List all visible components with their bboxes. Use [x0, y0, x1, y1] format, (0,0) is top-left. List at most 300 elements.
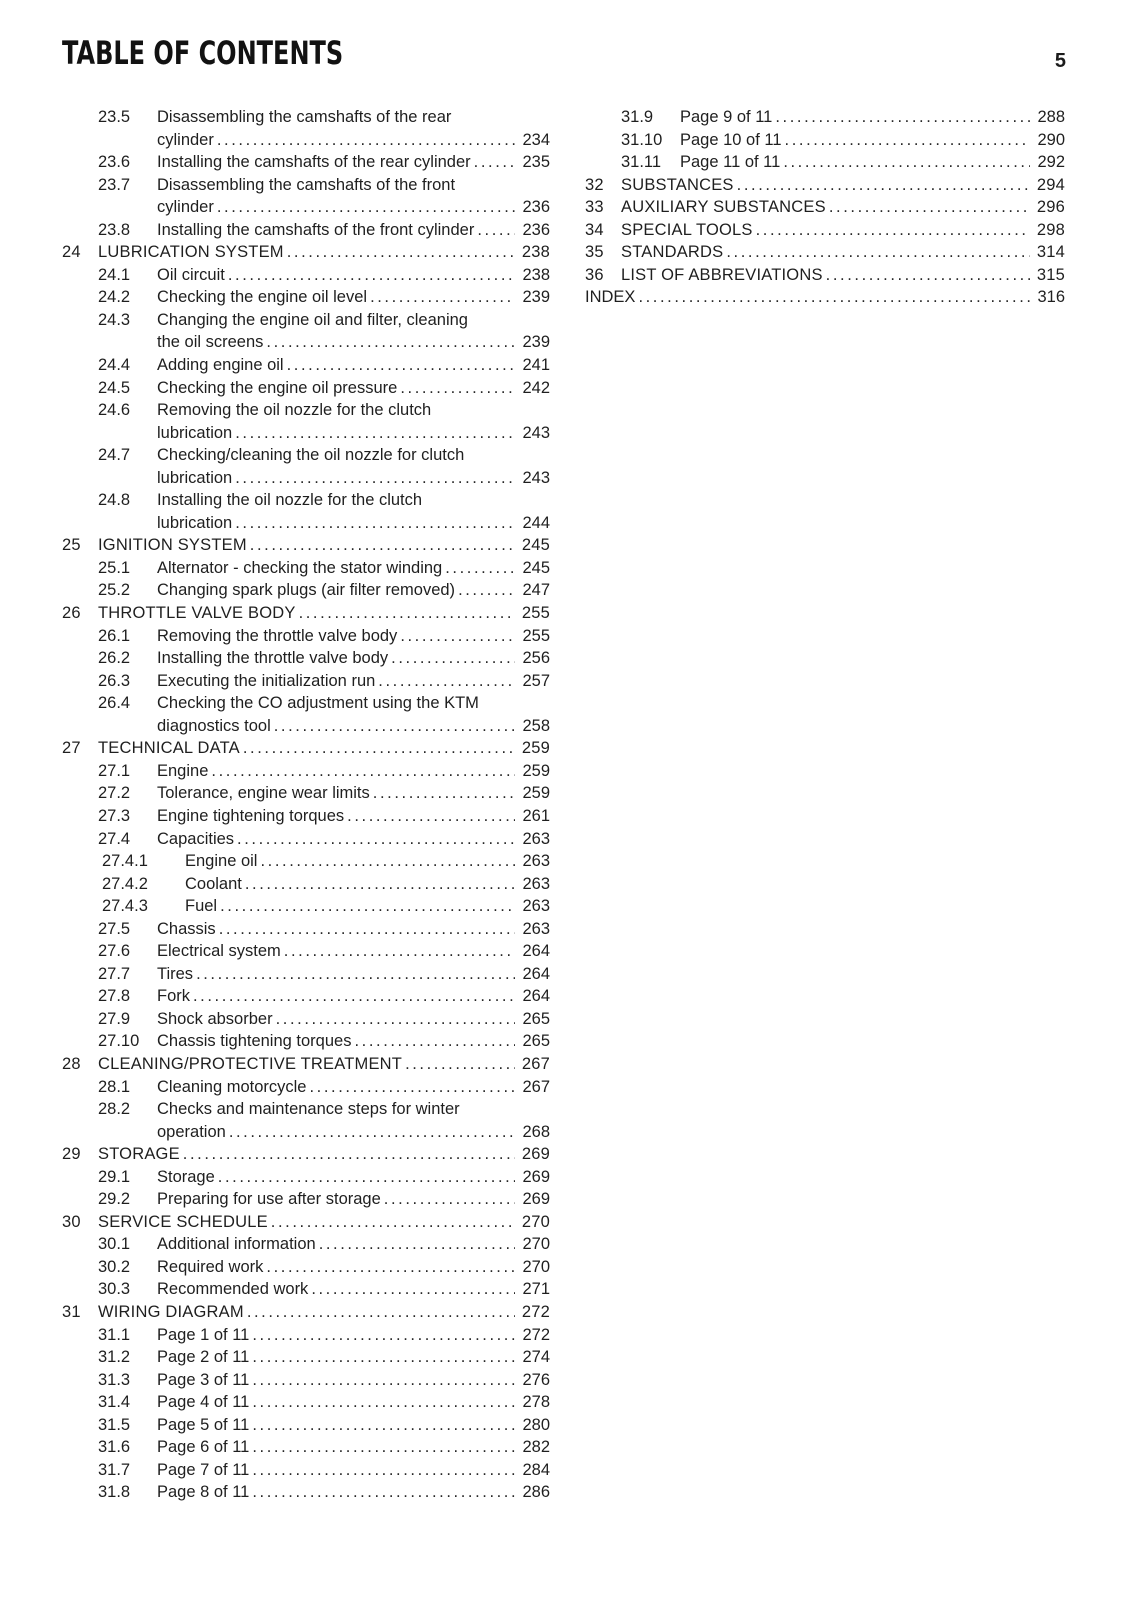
- dot-leader: [299, 602, 515, 625]
- toc-entry-title: the oil screens: [157, 333, 264, 352]
- toc-entry: [62, 850, 550, 873]
- toc-entry-number: 24.5: [98, 378, 131, 397]
- toc-entry-title-line: Changing the engine oil and filter, cleaning: [157, 310, 468, 329]
- toc-entry-number: 23.8: [98, 220, 131, 239]
- dot-leader: [445, 557, 515, 580]
- toc-entry: [62, 174, 550, 219]
- toc-entry-number: 31.5: [98, 1415, 131, 1434]
- toc-entry: [62, 782, 550, 805]
- toc-entry-title: Installing the camshafts of the front cylinder: [157, 220, 475, 239]
- toc-entry-number: 25.2: [98, 581, 131, 600]
- toc-entry-page: 270: [522, 1235, 550, 1254]
- dot-leader: [756, 219, 1030, 242]
- dot-leader: [829, 196, 1030, 219]
- dot-leader: [373, 782, 515, 805]
- toc-entry: [62, 1278, 550, 1301]
- toc-entry-number: 29: [62, 1145, 81, 1164]
- toc-entry-page: 315: [1036, 265, 1065, 284]
- toc-entry-number: 27.8: [98, 987, 131, 1006]
- dot-leader: [252, 1369, 515, 1392]
- toc-entry-number: 31.9: [621, 108, 654, 126]
- toc-entry: [62, 873, 550, 896]
- dot-leader: [319, 1233, 515, 1256]
- toc-entry-number: 31: [62, 1302, 81, 1321]
- toc-entry: [62, 692, 550, 737]
- toc-entry-title: IGNITION SYSTEM: [98, 536, 247, 555]
- dot-leader: [458, 579, 515, 602]
- toc-entry: [62, 399, 550, 444]
- toc-entry: [585, 241, 1065, 264]
- toc-entry-title: Additional information: [157, 1235, 316, 1254]
- dot-leader: [287, 354, 515, 377]
- dot-leader: [183, 1143, 515, 1166]
- dot-leader: [477, 219, 515, 242]
- dot-leader: [785, 129, 1030, 152]
- toc-entry-title: Fork: [157, 987, 190, 1006]
- dot-leader: [347, 805, 515, 828]
- toc-entry-number: 31.6: [98, 1438, 131, 1457]
- dot-leader: [775, 106, 1030, 129]
- toc-entry-page: 288: [1037, 108, 1065, 126]
- dot-leader: [220, 895, 515, 918]
- toc-entry-title-line: Disassembling the camshafts of the rear: [157, 108, 452, 126]
- dot-leader: [783, 151, 1030, 174]
- toc-entry: [62, 219, 550, 242]
- dot-leader: [287, 241, 515, 264]
- toc-entry: [62, 1166, 550, 1189]
- toc-entry-title: STANDARDS: [621, 243, 724, 262]
- toc-entry: [62, 602, 550, 625]
- toc-entry-page: 263: [522, 897, 550, 916]
- dot-leader: [219, 918, 515, 941]
- toc-entry-title: Page 3 of 11: [157, 1370, 250, 1389]
- toc-entry: [62, 1346, 550, 1369]
- toc-entry-title: Recommended work: [157, 1280, 309, 1299]
- toc-entry-number: 32: [585, 175, 604, 194]
- toc-entry-title: Capacities: [157, 829, 235, 848]
- toc-entry-title: SUBSTANCES: [621, 175, 734, 194]
- dot-leader: [737, 174, 1030, 197]
- toc-entry-number: 24.1: [98, 265, 131, 284]
- toc-entry: [62, 1301, 550, 1324]
- toc-entry-number: 25: [62, 536, 81, 555]
- toc-entry-page: 267: [522, 1077, 550, 1096]
- toc-entry: [62, 377, 550, 400]
- toc-entry: [62, 1211, 550, 1234]
- toc-entry-number: 30.2: [98, 1257, 131, 1276]
- dot-leader: [217, 129, 515, 152]
- toc-entry-page: 263: [522, 874, 550, 893]
- toc-entry-number: 31.8: [98, 1483, 131, 1502]
- toc-entry: [62, 1414, 550, 1437]
- toc-entry-title: Shock absorber: [157, 1009, 273, 1028]
- toc-entry: [62, 444, 550, 489]
- toc-entry-page: 245: [521, 536, 550, 555]
- toc-entry-number: 30: [62, 1212, 81, 1231]
- toc-entry-page: 239: [522, 288, 550, 307]
- toc-entry-title: INDEX: [585, 288, 636, 307]
- toc-entry-title-line: Installing the oil nozzle for the clutch: [157, 491, 423, 510]
- toc-entry-number: 27.7: [98, 964, 131, 983]
- dot-leader: [252, 1459, 515, 1482]
- dot-leader: [211, 760, 515, 783]
- toc-entry-number: 27.1: [98, 761, 131, 780]
- dot-leader: [252, 1346, 515, 1369]
- toc-entry-page: 242: [522, 378, 550, 397]
- toc-entry-page: 284: [522, 1460, 550, 1479]
- dot-leader: [196, 963, 515, 986]
- toc-entry: [62, 1256, 550, 1279]
- toc-entry: [585, 174, 1065, 197]
- toc-entry-number: 33: [585, 198, 604, 217]
- toc-entry: [62, 918, 550, 941]
- toc-entry: [62, 625, 550, 648]
- toc-entry-title: lubrication: [157, 423, 233, 442]
- toc-entry-number: 25.1: [98, 558, 131, 577]
- toc-entry-title: Electrical system: [157, 942, 281, 961]
- dot-leader: [245, 873, 515, 896]
- toc-entry-title: AUXILIARY SUBSTANCES: [621, 198, 826, 217]
- toc-entry-page: 276: [522, 1370, 550, 1389]
- toc-entry-page: 238: [522, 265, 550, 284]
- toc-entry-page: 243: [522, 423, 550, 442]
- dot-leader: [237, 828, 515, 851]
- toc-entry: [62, 1030, 550, 1053]
- toc-entry: [62, 241, 550, 264]
- toc-entry-title: Fuel: [185, 897, 218, 916]
- toc-entry-page: 236: [522, 198, 550, 217]
- toc-entry: [62, 760, 550, 783]
- toc-entry-title: Engine oil: [185, 852, 258, 871]
- dot-leader: [378, 670, 515, 693]
- toc-entry: [62, 1459, 550, 1482]
- toc-entry-page: 265: [522, 1032, 550, 1051]
- toc-entry-page: 234: [522, 130, 550, 149]
- toc-entry-page: 292: [1037, 153, 1065, 172]
- toc-entry: [62, 354, 550, 377]
- toc-entry-page: 238: [521, 243, 550, 262]
- toc-entry-title: Required work: [157, 1257, 264, 1276]
- dot-leader: [826, 264, 1030, 287]
- toc-entry-title: Installing the camshafts of the rear cylinder: [157, 153, 471, 172]
- toc-entry-title: Chassis tightening torques: [157, 1032, 352, 1051]
- dot-leader: [235, 422, 515, 445]
- toc-entry-page: 265: [522, 1009, 550, 1028]
- toc-entry-number: 27.4.1: [102, 852, 148, 871]
- toc-entry: [585, 286, 1065, 309]
- dot-leader: [193, 985, 515, 1008]
- toc-entry-page: 247: [522, 581, 550, 600]
- dot-leader: [252, 1414, 515, 1437]
- dot-leader: [274, 715, 515, 738]
- toc-entry: [62, 286, 550, 309]
- toc-entry: [62, 151, 550, 174]
- dot-leader: [474, 151, 515, 174]
- toc-entry-number: 24.6: [98, 401, 131, 420]
- toc-entry-number: 28.1: [98, 1077, 131, 1096]
- toc-entry-page: 272: [521, 1302, 550, 1321]
- toc-entry-number: 27: [62, 739, 81, 758]
- toc-entry-page: 280: [522, 1415, 550, 1434]
- toc-entry-page: 294: [1036, 175, 1065, 194]
- toc-entry-title: Engine tightening torques: [157, 806, 345, 825]
- toc-entry-title: Storage: [157, 1167, 215, 1186]
- toc-entry-title-line: Checking the CO adjustment using the KTM: [157, 694, 479, 713]
- toc-entry: [62, 670, 550, 693]
- dot-leader: [217, 196, 515, 219]
- page-title: TABLE OF CONTENTS: [62, 34, 344, 72]
- toc-entry-page: 236: [522, 220, 550, 239]
- toc-entry: [62, 579, 550, 602]
- toc-entry: [585, 151, 1065, 174]
- toc-entry-title-line: Removing the oil nozzle for the clutch: [157, 401, 432, 420]
- toc-entry: [62, 534, 550, 557]
- toc-entry-page: 264: [522, 987, 550, 1006]
- dot-leader: [252, 1324, 515, 1347]
- toc-entry-number: 27.4.3: [102, 897, 148, 916]
- toc-entry-page: 282: [522, 1438, 550, 1457]
- dot-leader: [391, 647, 515, 670]
- toc-entry-number: 24.3: [98, 310, 131, 329]
- dot-leader: [284, 940, 515, 963]
- toc-entry-number: 36: [585, 265, 604, 284]
- toc-entry-number: 24.8: [98, 491, 131, 510]
- toc-entry-number: 24.2: [98, 288, 131, 307]
- toc-entry-number: 24.7: [98, 446, 131, 465]
- toc-entry-number: 26.4: [98, 694, 131, 713]
- toc-entry-page: 255: [522, 626, 550, 645]
- toc-entry-number: 31.11: [621, 153, 662, 172]
- toc-entry-page: 274: [522, 1348, 550, 1367]
- toc-entry: [62, 489, 550, 534]
- toc-entry-number: 24.4: [98, 356, 131, 375]
- toc-entry-title: Cleaning motorcycle: [157, 1077, 307, 1096]
- toc-entry-title: Chassis: [157, 919, 216, 938]
- toc-entry-number: 26.3: [98, 671, 131, 690]
- toc-entry-number: 27.6: [98, 942, 131, 961]
- toc-entry-title: Tolerance, engine wear limits: [157, 784, 370, 803]
- toc-entry-title: LUBRICATION SYSTEM: [98, 243, 284, 262]
- toc-entry-page: 278: [522, 1393, 550, 1412]
- toc-entry-title: operation: [157, 1122, 226, 1141]
- toc-entry-page: 259: [522, 784, 550, 803]
- toc-entry: [62, 557, 550, 580]
- toc-entry-number: 23.7: [98, 175, 131, 194]
- dot-leader: [260, 850, 515, 873]
- toc-entry-title: Page 4 of 11: [157, 1393, 250, 1412]
- dot-leader: [235, 512, 515, 535]
- toc-entry: [62, 1233, 550, 1256]
- toc-entry: [62, 895, 550, 918]
- toc-entry-title: SERVICE SCHEDULE: [98, 1212, 268, 1231]
- dot-leader: [266, 331, 515, 354]
- toc-entry-page: 259: [522, 761, 550, 780]
- toc-entry-number: 27.3: [98, 806, 131, 825]
- toc-entry-page: 261: [522, 806, 550, 825]
- toc-entry-number: 29.1: [98, 1167, 131, 1186]
- toc-entry-title: Oil circuit: [157, 265, 225, 284]
- toc-entry-page: 256: [522, 649, 550, 668]
- dot-leader: [235, 467, 515, 490]
- toc-entry: [62, 1076, 550, 1099]
- toc-entry-title: Page 6 of 11: [157, 1438, 250, 1457]
- toc-entry-page: 263: [522, 852, 550, 871]
- toc-entry-title: diagnostics tool: [157, 716, 271, 735]
- toc-entry-page: 269: [522, 1167, 550, 1186]
- dot-leader: [638, 286, 1030, 309]
- toc-entry-number: 26: [62, 604, 81, 623]
- dot-leader: [311, 1278, 515, 1301]
- toc-entry-page: 267: [521, 1054, 550, 1073]
- dot-leader: [405, 1053, 515, 1076]
- toc-entry-number: 30.3: [98, 1280, 131, 1299]
- toc-entry-number: 31.7: [98, 1460, 131, 1479]
- dot-leader: [252, 1391, 515, 1414]
- dot-leader: [354, 1030, 515, 1053]
- toc-entry: [62, 805, 550, 828]
- toc-entry: [62, 963, 550, 986]
- toc-entry-title: Executing the initialization run: [157, 671, 376, 690]
- toc-entry-title: lubrication: [157, 513, 233, 532]
- toc-entry-page: 239: [522, 333, 550, 352]
- toc-entry-title-line: Disassembling the camshafts of the front: [157, 175, 456, 194]
- toc-entry: [62, 309, 550, 354]
- toc-entry-title: Removing the throttle valve body: [157, 626, 398, 645]
- toc-entry-title: Page 8 of 11: [157, 1483, 250, 1502]
- toc-entry-title: Installing the throttle valve body: [157, 649, 389, 668]
- toc-entry-number: 23.5: [98, 108, 131, 126]
- toc-entry: [585, 129, 1065, 152]
- toc-entry-number: 27.4.2: [102, 874, 148, 893]
- toc-entry-title: lubrication: [157, 468, 233, 487]
- toc-entry-title: Checking the engine oil pressure: [157, 378, 398, 397]
- toc-entry: [62, 264, 550, 287]
- toc-entry: [62, 1481, 550, 1504]
- dot-leader: [247, 1301, 515, 1324]
- toc-entry-page: 263: [522, 829, 550, 848]
- toc-entry-page: 298: [1036, 220, 1065, 239]
- dot-leader: [218, 1166, 515, 1189]
- toc-entry-number: 26.1: [98, 626, 131, 645]
- toc-entry: [62, 1369, 550, 1392]
- toc-entry-number: 28: [62, 1054, 81, 1073]
- toc-entry-page: 290: [1037, 130, 1065, 149]
- dot-leader: [266, 1256, 515, 1279]
- dot-leader: [726, 241, 1030, 264]
- toc-entry-number: 29.2: [98, 1190, 131, 1209]
- toc-entry-number: 26.2: [98, 649, 131, 668]
- toc-entry-title: Tires: [157, 964, 194, 983]
- toc-entry-title: Checking the engine oil level: [157, 288, 368, 307]
- toc-entry-title: CLEANING/PROTECTIVE TREATMENT: [98, 1054, 403, 1073]
- toc-entry: [62, 828, 550, 851]
- toc-entry-page: 268: [522, 1122, 550, 1141]
- toc-entry-page: 270: [521, 1212, 550, 1231]
- dot-leader: [384, 1188, 515, 1211]
- dot-leader: [250, 534, 515, 557]
- toc-entry: [62, 106, 550, 151]
- toc-entry-number: 31.4: [98, 1393, 131, 1412]
- toc-entry-title: Coolant: [185, 874, 242, 893]
- toc-entry: [62, 1053, 550, 1076]
- toc-entry-number: 31.1: [98, 1325, 131, 1344]
- toc-entry-number: 31.10: [621, 130, 663, 149]
- toc-column-left: [62, 106, 550, 1504]
- toc-entry-number: 23.6: [98, 153, 131, 172]
- toc-entry-number: 27.5: [98, 919, 131, 938]
- toc-entry-number: 24: [62, 243, 81, 262]
- toc-entry-page: 269: [522, 1190, 550, 1209]
- toc-column-right: [585, 106, 1065, 309]
- toc-entry-title: Page 10 of 11: [680, 130, 782, 149]
- toc-entry: [585, 106, 1065, 129]
- toc-entry-title: Alternator - checking the stator winding: [157, 558, 443, 577]
- toc-entry-page: 258: [522, 716, 550, 735]
- toc-entry-page: 235: [522, 153, 550, 172]
- toc-entry-number: 27.4: [98, 829, 131, 848]
- dot-leader: [370, 286, 515, 309]
- toc-entry-number: 27.10: [98, 1032, 140, 1051]
- dot-leader: [400, 377, 515, 400]
- toc-entry: [62, 1098, 550, 1143]
- toc-entry-title: TECHNICAL DATA: [98, 739, 240, 758]
- toc-entry: [62, 647, 550, 670]
- toc-entry-title: cylinder: [157, 130, 214, 149]
- dot-leader: [252, 1481, 515, 1504]
- toc-entry-title: Page 5 of 11: [157, 1415, 250, 1434]
- toc-entry-number: 34: [585, 220, 604, 239]
- toc-entry-title: Page 9 of 11: [680, 108, 773, 126]
- dot-leader: [229, 1121, 515, 1144]
- toc-entry-number: 31.3: [98, 1370, 131, 1389]
- toc-entry-title: Page 7 of 11: [157, 1460, 250, 1479]
- toc-entry-page: 296: [1036, 198, 1065, 217]
- toc-entry: [62, 1143, 550, 1166]
- toc-entry-page: 245: [522, 558, 550, 577]
- dot-leader: [252, 1436, 515, 1459]
- toc-entry-title: Page 1 of 11: [157, 1325, 250, 1344]
- toc-entry-page: 263: [522, 919, 550, 938]
- toc-entry-title: cylinder: [157, 198, 214, 217]
- toc-entry-number: 28.2: [98, 1100, 131, 1119]
- toc-entry-page: 241: [522, 356, 550, 375]
- toc-entry-title: THROTTLE VALVE BODY: [98, 604, 296, 623]
- toc-entry-page: 271: [522, 1280, 550, 1299]
- toc-entry-title: Changing spark plugs (air filter removed): [157, 581, 456, 600]
- toc-entry: [585, 264, 1065, 287]
- dot-leader: [243, 737, 515, 760]
- toc-entry: [585, 219, 1065, 242]
- toc-entry-page: 255: [521, 604, 550, 623]
- toc-entry-title-line: Checks and maintenance steps for winter: [157, 1100, 460, 1119]
- toc-entry-page: 243: [522, 468, 550, 487]
- toc-entry-page: 269: [521, 1145, 550, 1164]
- toc-entry-number: 27.9: [98, 1009, 131, 1028]
- toc-entry: [62, 737, 550, 760]
- toc-entry-page: 272: [522, 1325, 550, 1344]
- toc-entry: [62, 940, 550, 963]
- toc-entry-number: 35: [585, 243, 604, 262]
- toc-entry: [62, 1324, 550, 1347]
- toc-entry-title: Page 11 of 11: [680, 153, 781, 172]
- toc-entry-page: 286: [522, 1483, 550, 1502]
- toc-entry-title: STORAGE: [98, 1145, 180, 1164]
- toc-entry-page: 264: [522, 942, 550, 961]
- toc-entry-page: 257: [522, 671, 550, 690]
- toc-entry: [62, 1436, 550, 1459]
- toc-entry: [62, 1008, 550, 1031]
- dot-leader: [271, 1211, 515, 1234]
